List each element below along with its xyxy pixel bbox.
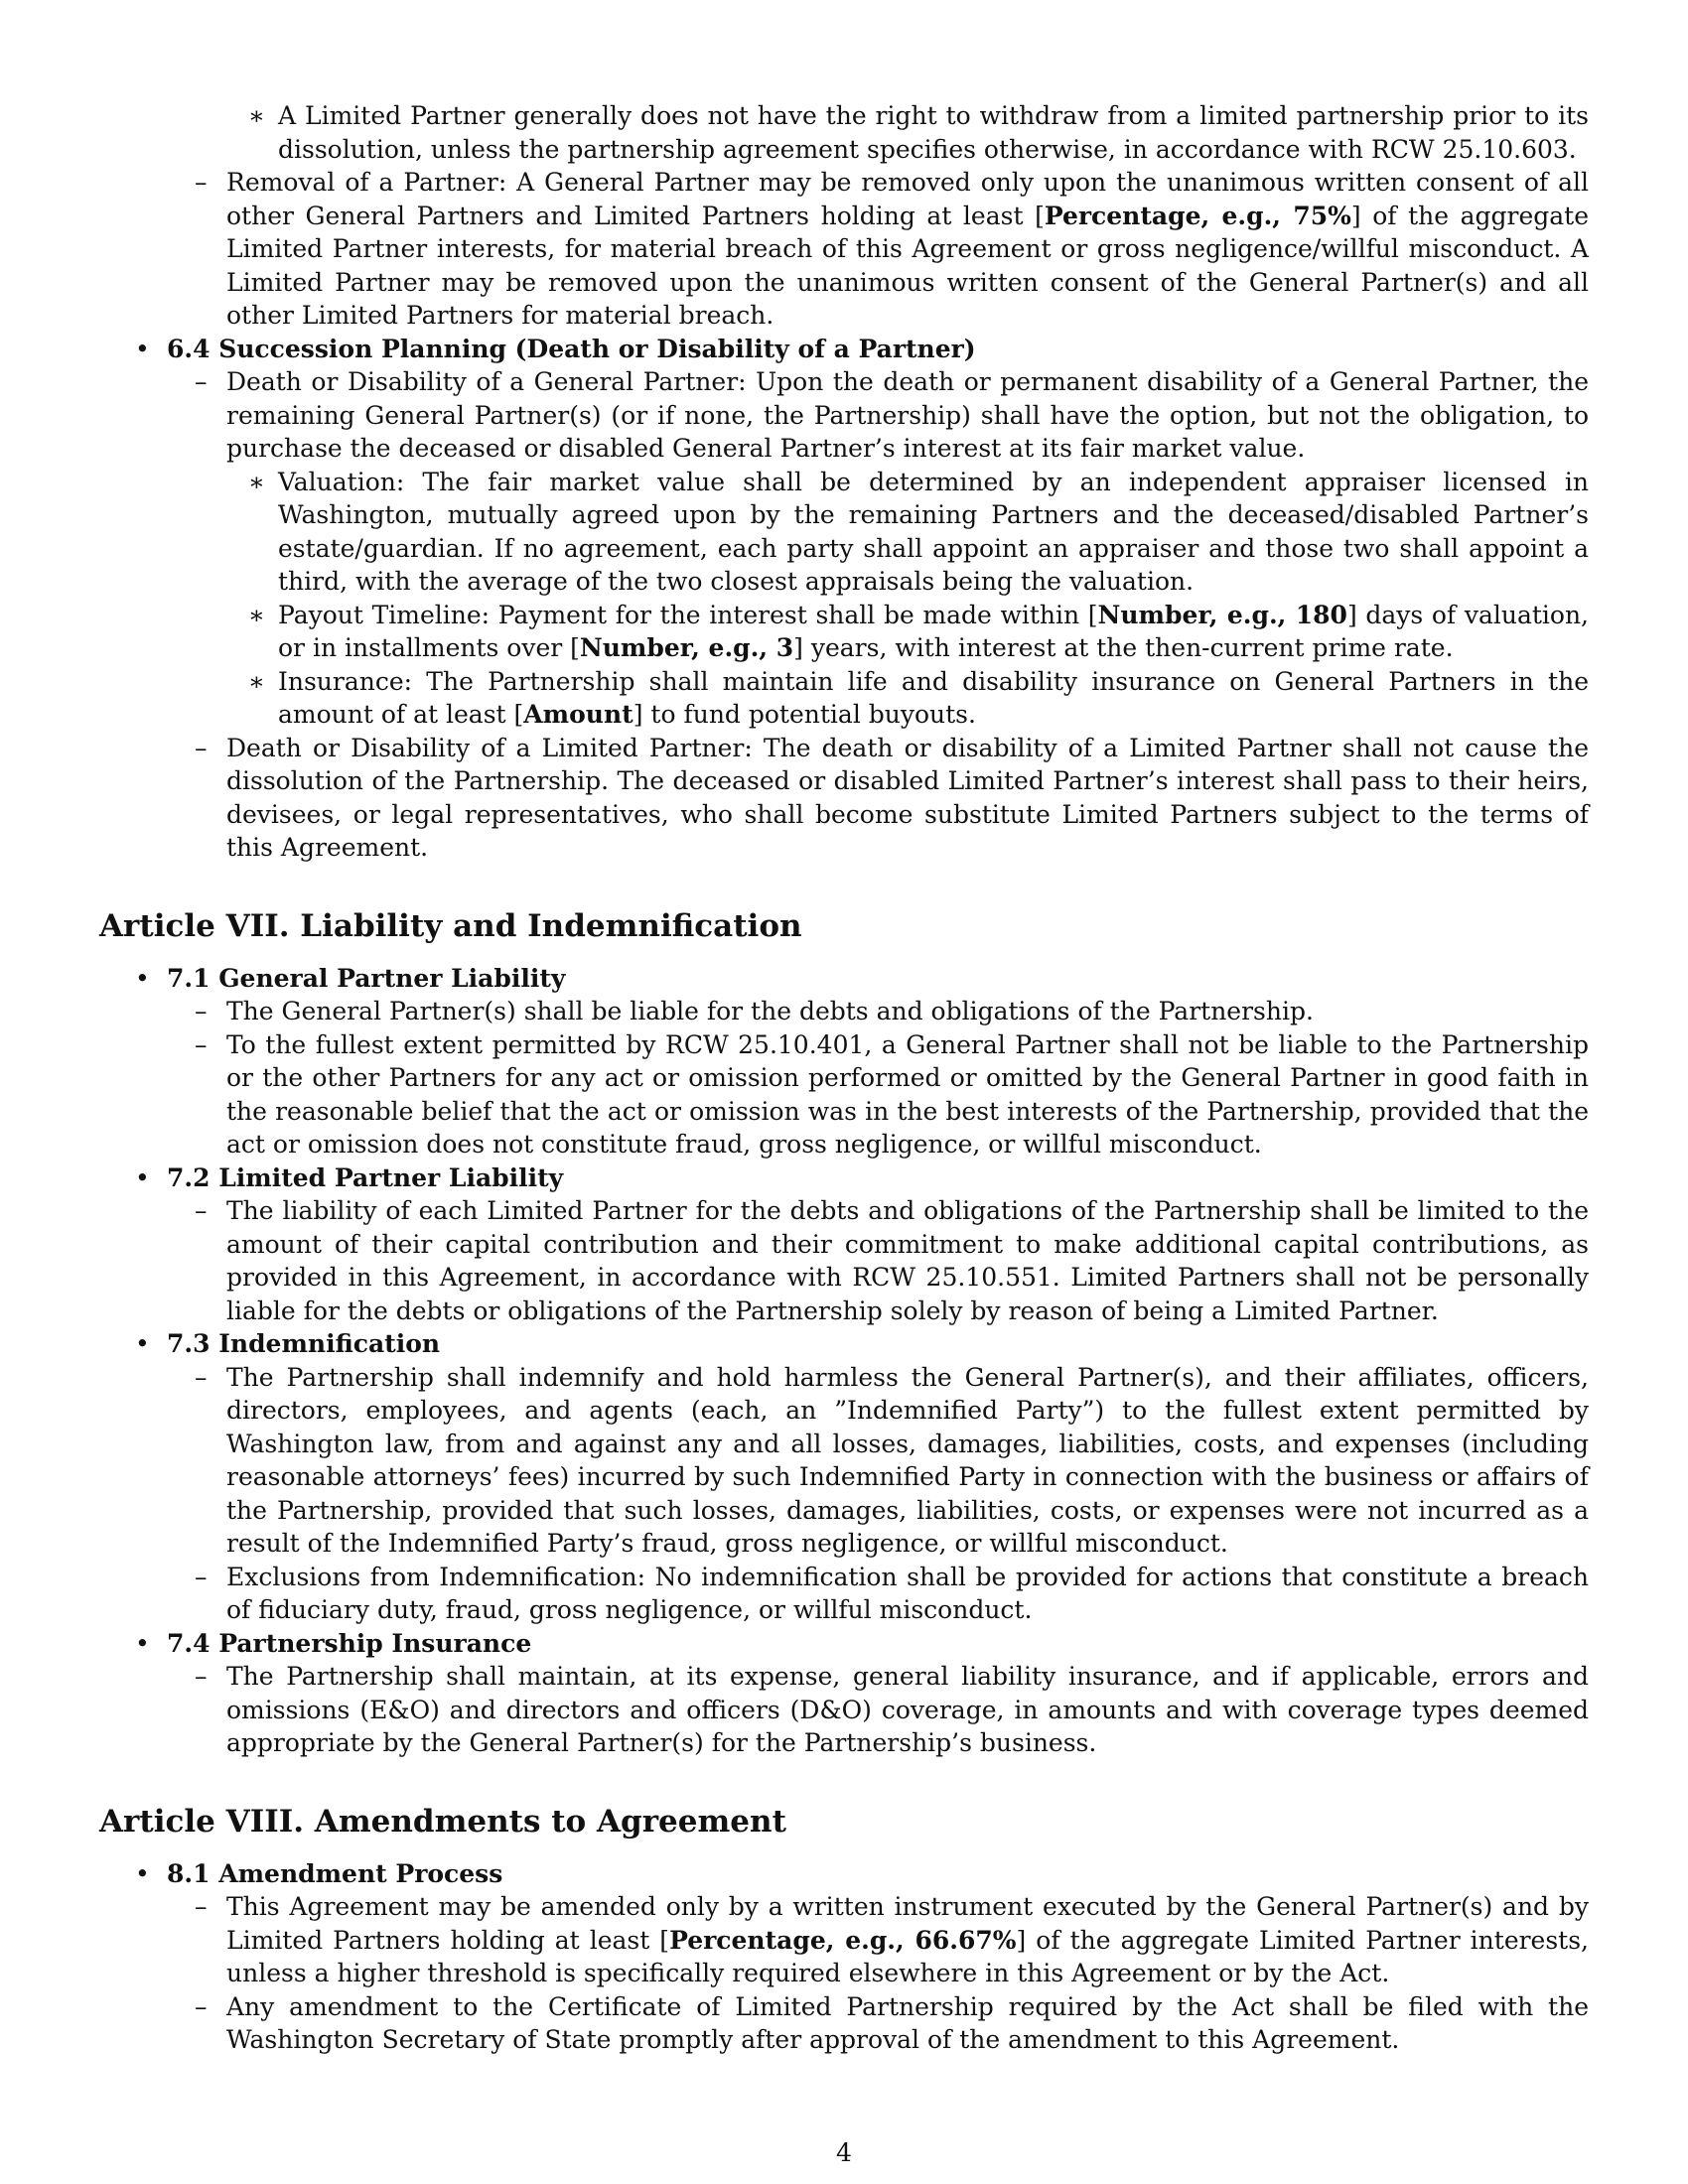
dash-marker: – xyxy=(195,997,208,1025)
list-item xyxy=(99,665,1589,732)
section-heading-item xyxy=(99,1327,1589,1361)
insurance-text-b: ] to fund potential buyouts. xyxy=(633,700,976,729)
dash-marker: – xyxy=(195,1562,208,1591)
s72-a-text: The liability of each Limited Partner for the debts and obligations of the Partnership shall be limited to the amount of their capital contribution and their commitment to make additional capital contributions, as provided in this Agreement, in accordance with RCW 25.10.551. Limited Partners shall not be personally liable for the debts or obligations of the Partnership solely by reason of being a Limited Partner. xyxy=(226,1196,1589,1325)
list-item xyxy=(99,1890,1589,1990)
list-item xyxy=(99,995,1589,1028)
section-heading-item xyxy=(99,962,1589,996)
star-marker: ∗ xyxy=(248,101,265,130)
payout-placeholder-days: Number, e.g., 180 xyxy=(1097,600,1347,629)
dash-marker: – xyxy=(195,733,208,762)
s81-b-text: Any amendment to the Certificate of Limited Partnership required by the Act shall be filed with the Washington Secretary of State promptly after approval of the amendment to this Agreement. xyxy=(226,1991,1589,2054)
payout-text-c: ] years, with interest at the then-current prime rate. xyxy=(793,633,1454,662)
star-marker: ∗ xyxy=(248,467,265,496)
dash-marker: – xyxy=(195,1662,208,1691)
s81-placeholder: Percentage, e.g., 66.67% xyxy=(669,1925,1017,1955)
star-marker: ∗ xyxy=(248,666,265,696)
list-item xyxy=(99,1194,1589,1327)
lp-death-text: Death or Disability of a Limited Partner: The death or disability of a Limited Partner shall not cause the dissolution of the Partnership. The deceased or disabled Limited Partner’s interest shall pass to their heirs, devisees, or legal representatives, who shall become substitute Limited Partners subject to the terms of this Agreement. xyxy=(226,733,1589,862)
article-heading: Article VIII. Amendments to Agreement xyxy=(99,1803,786,1840)
section-heading: 7.4 Partnership Insurance xyxy=(167,1628,532,1658)
s73-b-text: Exclusions from Indemnification: No indemnification shall be provided for actions that constitute a breach of fiduciary duty, fraud, gross negligence, or willful misconduct. xyxy=(226,1562,1589,1624)
list-item xyxy=(99,365,1589,466)
section-heading: 7.2 Limited Partner Liability xyxy=(167,1162,564,1192)
list-item xyxy=(99,466,1589,599)
payout-text-b: ] days of valuation, or in installments over [ xyxy=(278,600,1590,662)
withdraw-text: A Limited Partner generally does not have the right to withdraw from a limited partnership prior to its dissolution, unless the partnership agreement specifies otherwise, in accordance with RCW 25.10.603. xyxy=(278,101,1589,164)
dash-marker: – xyxy=(195,1196,208,1225)
list-item xyxy=(99,1990,1589,2057)
section-heading: 6.4 Succession Planning (Death or Disability of a Partner) xyxy=(167,334,976,363)
s74-a-text: The Partnership shall maintain, at its expense, general liability insurance, and if applicable, errors and omissions (E&O) and directors and officers (D&O) coverage, in amounts and with coverage types deemed appropriate by the General Partner(s) for the Partnership’s business. xyxy=(226,1662,1589,1757)
insurance-text-a: Insurance: The Partnership shall maintain life and disability insurance on General Partners in the amount of at least [ xyxy=(278,666,1589,729)
s71-b-text: To the fullest extent permitted by RCW 25.10.401, a General Partner shall not be liable to the Partnership or the other Partners for any act or omission performed or omitted by the General Partner in good faith in the reasonable belief that the act or omission was in the best interests of the Partnership, provided that the act or omission does not constitute fraud, gross negligence, or willful misconduct. xyxy=(226,1029,1589,1159)
list-item xyxy=(99,1660,1589,1760)
s73-a-text: The Partnership shall indemnify and hold harmless the General Partner(s), and their affiliates, officers, directors, employees, and agents (each, an ”Indemnified Party”) to the fullest extent permitted by Washington law, from and against any and all losses, damages, liabilities, costs, and expenses (including reasonable attorneys’ fees) incurred by such Indemnified Party in connection with the business or affairs of the Partnership, provided that such losses, damages, liabilities, costs, or expenses were not incurred as a result of the Indemnified Party’s fraud, gross negligence, or willful misconduct. xyxy=(226,1362,1589,1558)
section-6-4 xyxy=(99,333,1589,865)
bullet-marker: • xyxy=(135,1162,150,1192)
removal-text-a: Removal of a Partner: A General Partner may be removed only upon the unanimous written consent of all other General Partners and Limited Partners holding at least [ xyxy=(226,168,1589,230)
bullet-marker: • xyxy=(135,1329,150,1358)
bullet-marker: • xyxy=(135,1628,150,1658)
section-heading: 7.1 General Partner Liability xyxy=(167,963,566,993)
gp-death-text: Death or Disability of a General Partner: Upon the death or permanent disability of a General Partner, the remaining General Partner(s) (or if none, the Partnership) shall have the option, but not the obligation, to purchase the deceased or disabled General Partner’s interest at its fair market value. xyxy=(226,367,1589,463)
dash-marker: – xyxy=(195,1362,208,1392)
dash-marker: – xyxy=(195,1892,208,1921)
section-heading: 7.3 Indemnification xyxy=(167,1329,441,1358)
payout-text-a: Payout Timeline: Payment for the interest shall be made within [ xyxy=(278,600,1098,629)
section-heading: 8.1 Amendment Process xyxy=(167,1858,503,1888)
valuation-text: Valuation: The fair market value shall be determined by an independent appraiser licensed in Washington, mutually agreed upon by the remaining Partners and the deceased/disabled Partner’s estate/guardian. If no agreement, each party shall appoint an appraiser and those two shall appoint a third, with the average of the two closest appraisals being the valuation. xyxy=(278,467,1589,596)
section-heading-item xyxy=(99,333,1589,366)
payout-placeholder-years: Number, e.g., 3 xyxy=(579,633,794,662)
list-item xyxy=(99,732,1589,865)
s81-a-text-b: ] of the aggregate Limited Partner interests, unless a higher threshold is specifically required elsewhere in this Agreement or by the Act. xyxy=(226,1925,1590,1987)
dash-marker: – xyxy=(195,1029,208,1059)
removal-placeholder: Percentage, e.g., 75% xyxy=(1044,201,1351,230)
list-item xyxy=(99,1561,1589,1627)
insurance-placeholder: Amount xyxy=(523,700,633,729)
list-item xyxy=(99,599,1589,665)
list-item xyxy=(99,1361,1589,1561)
s71-a-text: The General Partner(s) shall be liable for the debts and obligations of the Partnership. xyxy=(226,997,1314,1025)
page-number: 4 xyxy=(836,2138,852,2167)
list-item xyxy=(99,166,1589,333)
star-marker: ∗ xyxy=(248,600,265,629)
dash-marker: – xyxy=(195,367,208,396)
dash-marker: – xyxy=(195,1991,208,2021)
document-body xyxy=(99,99,1589,2057)
article-8-list xyxy=(99,1857,1589,2057)
list-item xyxy=(99,99,1589,166)
bullet-marker: • xyxy=(135,1858,150,1888)
removal-text-b: ] of the aggregate Limited Partner interests, for material breach of this Agreement or gross negligence/willful misconduct. A Limited Partner may be removed upon the unanimous written consent of the General Partner(s) and all other Limited Partners for material breach. xyxy=(226,201,1589,330)
article-heading: Article VII. Liability and Indemnification xyxy=(99,907,802,944)
document-page xyxy=(99,99,1589,2057)
continued-list xyxy=(99,99,1589,333)
dash-marker: – xyxy=(195,168,208,197)
section-heading-item xyxy=(99,1627,1589,1661)
s81-a-text-a: This Agreement may be amended only by a written instrument executed by the General Partner(s) and by Limited Partners holding at least [ xyxy=(226,1892,1589,1955)
section-heading-item xyxy=(99,1857,1589,1891)
section-heading-item xyxy=(99,1161,1589,1195)
list-item xyxy=(99,1028,1589,1161)
bullet-marker: • xyxy=(135,334,150,363)
article-7-list xyxy=(99,962,1589,1760)
bullet-marker: • xyxy=(135,963,150,993)
